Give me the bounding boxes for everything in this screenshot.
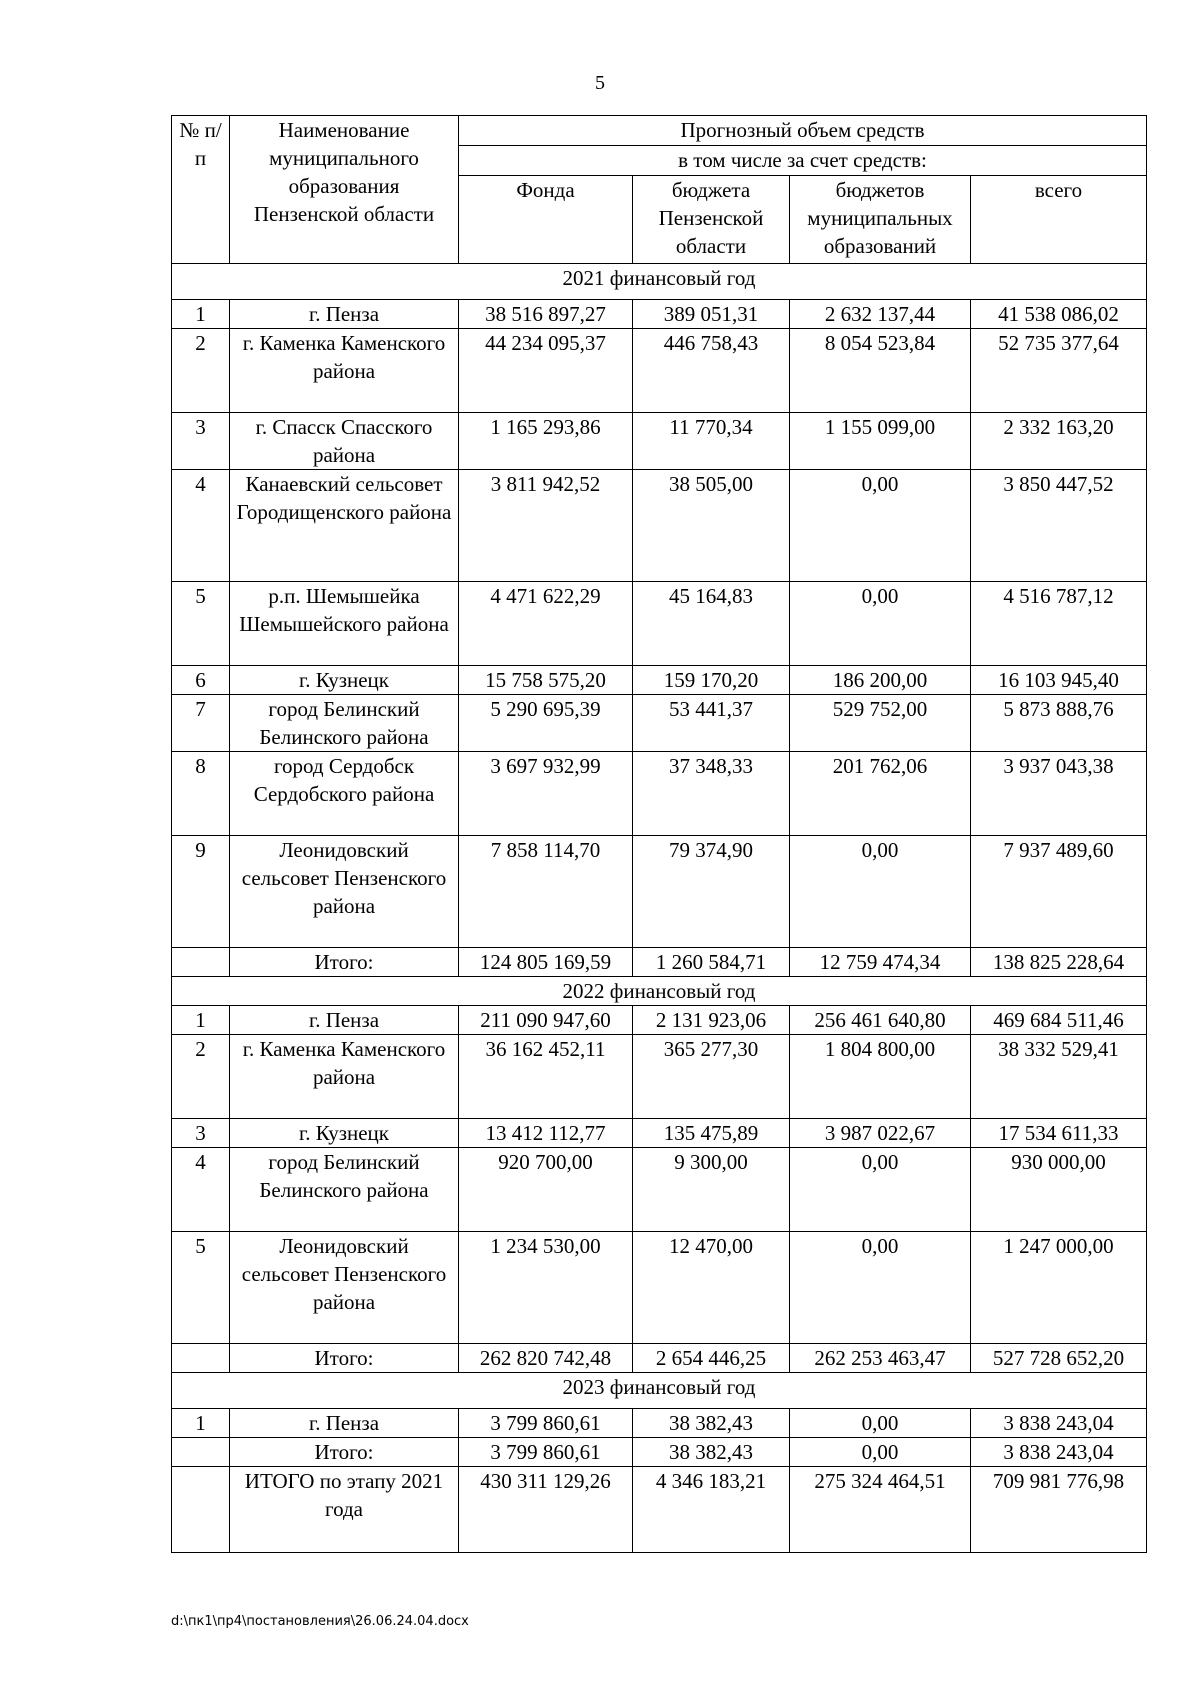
header-name: Наименование муниципального образования Пензенской области [230, 116, 459, 264]
fund-amount: 13 412 112,77 [459, 1119, 633, 1148]
total-amount: 17 534 611,33 [971, 1119, 1147, 1148]
municipality-name: г. Кузнецк [230, 1119, 459, 1148]
fund-amount: 44 234 095,37 [459, 329, 633, 413]
fund-amount: 3 811 942,52 [459, 470, 633, 582]
fund-amount: 4 471 622,29 [459, 582, 633, 666]
row-number: 5 [172, 1232, 230, 1344]
fund-amount: 262 820 742,48 [459, 1344, 633, 1373]
municipal-budget-amount: 12 759 474,34 [790, 948, 971, 977]
grand-total-row [172, 1467, 1147, 1553]
municipality-name: г. Пенза [230, 1006, 459, 1035]
municipal-budget-amount: 0,00 [790, 1232, 971, 1344]
regional-budget-amount: 9 300,00 [633, 1148, 790, 1232]
fund-amount: 211 090 947,60 [459, 1006, 633, 1035]
total-amount: 3 838 243,04 [971, 1409, 1147, 1438]
regional-budget-amount: 79 374,90 [633, 836, 790, 948]
total-amount: 3 838 243,04 [971, 1438, 1147, 1467]
municipal-budget-amount: 0,00 [790, 1148, 971, 1232]
table-row [172, 695, 1147, 752]
row-number: 4 [172, 470, 230, 582]
municipality-name: город Сердобск Сердобского района [230, 752, 459, 836]
regional-budget-amount: 53 441,37 [633, 695, 790, 752]
municipal-budget-amount: 256 461 640,80 [790, 1006, 971, 1035]
total-amount: 527 728 652,20 [971, 1344, 1147, 1373]
fund-amount: 124 805 169,59 [459, 948, 633, 977]
fund-amount: 920 700,00 [459, 1148, 633, 1232]
total-amount: 5 873 888,76 [971, 695, 1147, 752]
row-number: 1 [172, 1409, 230, 1438]
table-row [172, 1119, 1147, 1148]
regional-budget-amount: 2 654 446,25 [633, 1344, 790, 1373]
header-row [172, 116, 1147, 146]
regional-budget-amount: 2 131 923,06 [633, 1006, 790, 1035]
municipality-name: Канаевский сельсовет Городищенского района [230, 470, 459, 582]
table-row [172, 329, 1147, 413]
municipality-name: Леонидовский сельсовет Пензенского района [230, 836, 459, 948]
table-row [172, 1232, 1147, 1344]
fund-amount: 15 758 575,20 [459, 666, 633, 695]
subtotal-row [172, 948, 1147, 977]
regional-budget-amount: 38 382,43 [633, 1409, 790, 1438]
municipality-name: г. Кузнецк [230, 666, 459, 695]
fund-amount: 3 697 932,99 [459, 752, 633, 836]
municipal-budget-amount: 2 632 137,44 [790, 300, 971, 329]
total-amount: 38 332 529,41 [971, 1035, 1147, 1119]
row-number: 5 [172, 582, 230, 666]
regional-budget-amount: 135 475,89 [633, 1119, 790, 1148]
row-number: 9 [172, 836, 230, 948]
header-including: в том числе за счет средств: [459, 146, 1147, 176]
regional-budget-amount: 38 382,43 [633, 1438, 790, 1467]
page-number: 5 [595, 72, 605, 94]
row-number [172, 948, 230, 977]
row-number: 4 [172, 1148, 230, 1232]
municipality-name: р.п. Шемышейка Шемышейского района [230, 582, 459, 666]
fund-amount: 5 290 695,39 [459, 695, 633, 752]
header-regional: бюджета Пензенской области [633, 176, 790, 264]
municipal-budget-amount: 1 804 800,00 [790, 1035, 971, 1119]
row-number: 7 [172, 695, 230, 752]
year-heading: 2022 финансовый год [172, 977, 1147, 1006]
total-amount: 4 516 787,12 [971, 582, 1147, 666]
total-amount: 7 937 489,60 [971, 836, 1147, 948]
municipality-name: город Белинский Белинского района [230, 695, 459, 752]
table-row [172, 1148, 1147, 1232]
regional-budget-amount: 45 164,83 [633, 582, 790, 666]
regional-budget-amount: 1 260 584,71 [633, 948, 790, 977]
municipal-budget-amount: 0,00 [790, 1438, 971, 1467]
municipal-budget-amount: 201 762,06 [790, 752, 971, 836]
row-number: 3 [172, 413, 230, 470]
municipality-name: г. Пенза [230, 1409, 459, 1438]
total-amount: 709 981 776,98 [971, 1467, 1147, 1553]
fund-amount: 3 799 860,61 [459, 1438, 633, 1467]
regional-budget-amount: 11 770,34 [633, 413, 790, 470]
regional-budget-amount: 4 346 183,21 [633, 1467, 790, 1553]
fund-amount: 1 234 530,00 [459, 1232, 633, 1344]
row-number: 8 [172, 752, 230, 836]
funding-table [171, 115, 1147, 1553]
municipal-budget-amount: 262 253 463,47 [790, 1344, 971, 1373]
regional-budget-amount: 37 348,33 [633, 752, 790, 836]
table-row [172, 470, 1147, 582]
row-number: 2 [172, 1035, 230, 1119]
municipality-name: г. Каменка Каменского района [230, 1035, 459, 1119]
total-amount: 2 332 163,20 [971, 413, 1147, 470]
municipal-budget-amount: 0,00 [790, 582, 971, 666]
total-amount: 41 538 086,02 [971, 300, 1147, 329]
year-row [172, 977, 1147, 1006]
row-number [172, 1438, 230, 1467]
table-row [172, 752, 1147, 836]
subtotal-row [172, 1344, 1147, 1373]
table-row [172, 666, 1147, 695]
total-amount: 138 825 228,64 [971, 948, 1147, 977]
municipal-budget-amount: 0,00 [790, 1409, 971, 1438]
table-row [172, 1035, 1147, 1119]
subtotal-row [172, 1438, 1147, 1467]
municipal-budget-amount: 8 054 523,84 [790, 329, 971, 413]
regional-budget-amount: 365 277,30 [633, 1035, 790, 1119]
header-total: всего [971, 176, 1147, 264]
municipal-budget-amount: 3 987 022,67 [790, 1119, 971, 1148]
row-number [172, 1467, 230, 1553]
total-amount: 469 684 511,46 [971, 1006, 1147, 1035]
municipality-name: г. Каменка Каменского района [230, 329, 459, 413]
grand-total-label: ИТОГО по этапу 2021 года [230, 1467, 459, 1553]
year-row [172, 264, 1147, 300]
file-path-footer: d:\пк1\пр4\постановления\26.06.24.04.docx [171, 1614, 469, 1629]
subtotal-label: Итого: [230, 1344, 459, 1373]
fund-amount: 3 799 860,61 [459, 1409, 633, 1438]
header-num: № п/п [172, 116, 230, 264]
municipal-budget-amount: 1 155 099,00 [790, 413, 971, 470]
municipality-name: Леонидовский сельсовет Пензенского района [230, 1232, 459, 1344]
row-number [172, 1344, 230, 1373]
total-amount: 3 937 043,38 [971, 752, 1147, 836]
row-number: 1 [172, 300, 230, 329]
fund-amount: 430 311 129,26 [459, 1467, 633, 1553]
fund-amount: 1 165 293,86 [459, 413, 633, 470]
municipal-budget-amount: 186 200,00 [790, 666, 971, 695]
subtotal-label: Итого: [230, 1438, 459, 1467]
table-row [172, 300, 1147, 329]
row-number: 1 [172, 1006, 230, 1035]
municipal-budget-amount: 529 752,00 [790, 695, 971, 752]
municipality-name: г. Пенза [230, 300, 459, 329]
municipal-budget-amount: 0,00 [790, 836, 971, 948]
regional-budget-amount: 389 051,31 [633, 300, 790, 329]
total-amount: 3 850 447,52 [971, 470, 1147, 582]
municipal-budget-amount: 275 324 464,51 [790, 1467, 971, 1553]
table-row [172, 836, 1147, 948]
table-row [172, 413, 1147, 470]
total-amount: 52 735 377,64 [971, 329, 1147, 413]
regional-budget-amount: 12 470,00 [633, 1232, 790, 1344]
municipal-budget-amount: 0,00 [790, 470, 971, 582]
year-heading: 2021 финансовый год [172, 264, 1147, 300]
header-fund: Фонда [459, 176, 633, 264]
row-number: 3 [172, 1119, 230, 1148]
table-row [172, 1409, 1147, 1438]
total-amount: 1 247 000,00 [971, 1232, 1147, 1344]
header-municipal: бюджетов муниципальных образований [790, 176, 971, 264]
header-forecast: Прогнозный объем средств [459, 116, 1147, 146]
fund-amount: 7 858 114,70 [459, 836, 633, 948]
municipality-name: город Белинский Белинского района [230, 1148, 459, 1232]
fund-amount: 36 162 452,11 [459, 1035, 633, 1119]
year-row [172, 1373, 1147, 1409]
row-number: 2 [172, 329, 230, 413]
total-amount: 930 000,00 [971, 1148, 1147, 1232]
subtotal-label: Итого: [230, 948, 459, 977]
municipality-name: г. Спасск Спасского района [230, 413, 459, 470]
year-heading: 2023 финансовый год [172, 1373, 1147, 1409]
table-row [172, 1006, 1147, 1035]
fund-amount: 38 516 897,27 [459, 300, 633, 329]
regional-budget-amount: 159 170,20 [633, 666, 790, 695]
table-row [172, 582, 1147, 666]
regional-budget-amount: 446 758,43 [633, 329, 790, 413]
total-amount: 16 103 945,40 [971, 666, 1147, 695]
regional-budget-amount: 38 505,00 [633, 470, 790, 582]
row-number: 6 [172, 666, 230, 695]
